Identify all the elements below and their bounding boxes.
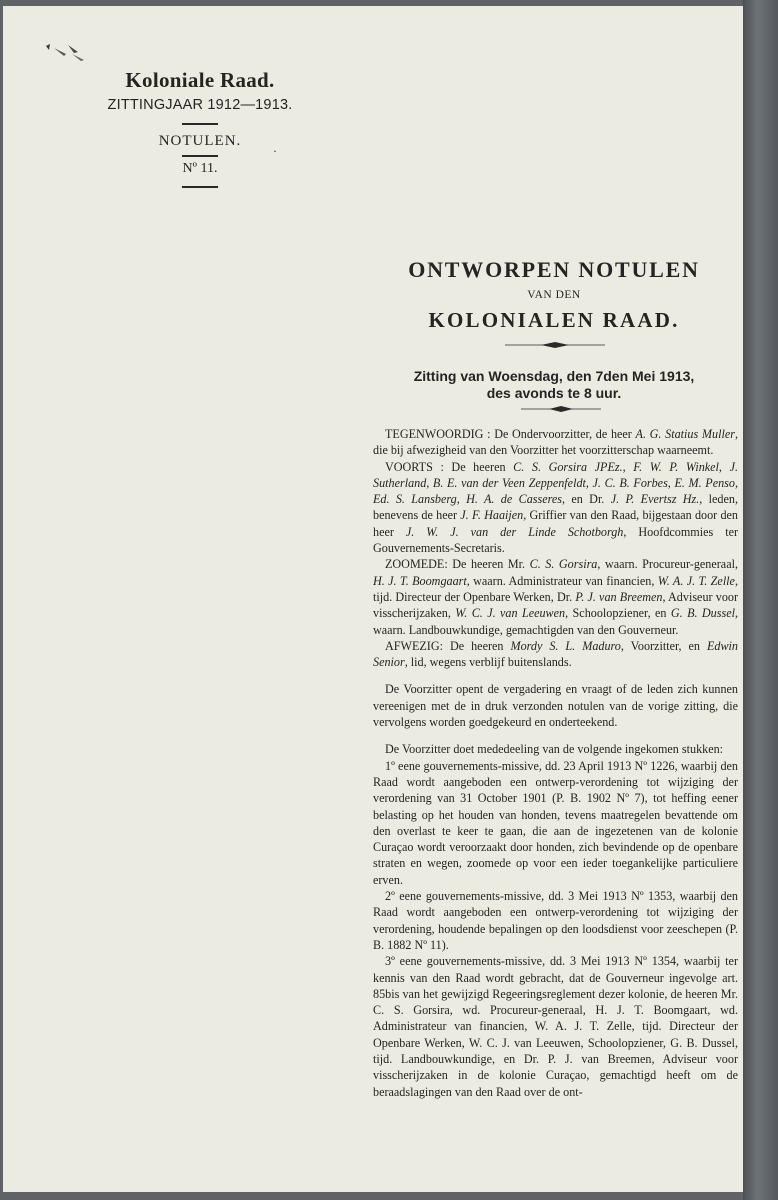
attendance-present: TEGENWOORDIG : De Ondervoorzitter, de heer A. G. Statius Muller, die bij afwezigheid van den Voorzitter het voorzitterschap waarneemt. <box>373 427 738 458</box>
ornament-divider-icon <box>521 405 601 413</box>
session-date: Zitting van Woensdag, den 7den Mei 1913, <box>413 368 695 384</box>
minutes-body <box>373 426 738 1100</box>
document-title: ONTWORPEN NOTULEN <box>408 257 700 282</box>
ornament-divider-icon <box>505 341 605 349</box>
ink-mark-icon <box>44 42 90 64</box>
council-name: KOLONIALEN RAAD. <box>428 308 680 332</box>
header-divider <box>182 123 218 125</box>
book-edge <box>743 0 778 1200</box>
header-divider <box>182 155 218 157</box>
document-number: Nº 11. <box>182 161 218 176</box>
item-1: 1º eene gouvernements-missive, dd. 23 April 1913 Nº 1226, waarbij den Raad wordt aangeboden een ontwerp-verordening tot wijziging der verordening van 31 October 1901 (P. B. 1902 Nº 7), tot heffing eener belasting op het houden van honden, tevens maatregelen bevattende om den overlast te keer te gaan, die aan de ingezetenen van de kolonie Curaçao wordt veroorzaakt door honden, zich bevindende op de openbare straten en wegen, zoomede op voor een ieder toegankelijke particuliere erven. <box>373 758 738 887</box>
document-subtitle: VAN DEN <box>527 289 581 301</box>
header-divider <box>182 186 218 188</box>
section-label: NOTULEN. <box>158 133 242 149</box>
item-3: 3º eene gouvernements-missive, dd. 3 Mei 1913 Nº 1354, waarbij ter kennis van den Raad wordt gebracht, dat de Gouverneur ingevolge art. 85bis van het gewijzigd Regeeringsreglement dezer kolonie, de heeren Mr. C. S. Gorsira, wd. Procureur-generaal, H. J. T. Boomgaart, wd. Administrateur van financien, W. A. J. T. Zelle, tijd. Directeur der Openbare Werken, W. C. J. van Leeuwen, Schoolopziener, G. B. Dussel, tijd. Landbouwkundige, en Dr. P. J. van Breemen, Adviseur voor visscherijzaken in de kolonie Curaçao, gemachtigd heeft om de beraadslagingen van den Raad over de ont- <box>373 954 738 1099</box>
session-year: ZITTINGJAAR 1912—1913. <box>107 97 293 113</box>
session-time: des avonds te 8 uur. <box>486 385 622 401</box>
attendance-further: ZOOMEDE: De heeren Mr. C. S. Gorsira, waarn. Procureur-generaal, H. J. T. Boomgaart, waarn. Administrateur van financien, W. A. J. T. Zelle, tijd. Directeur der Openbare Werken, Dr. P. J. van Breemen, Adviseur voor visscherijzaken, W. C. J. van Leeuwen, Schoolopziener, en G. B. Dussel, waarn. Landbouwkundige, gemachtigden van den Gouverneur. <box>373 557 739 637</box>
attendance-absent: AFWEZIG: De heeren Mordy S. L. Maduro, Voorzitter, en Edwin Senior, lid, wegens verblijf buitenslands. <box>373 638 738 670</box>
stray-dot: · <box>273 144 277 158</box>
paragraph-announcements: De Voorzitter doet mededeeling van de volgende ingekomen stukken: <box>385 742 724 757</box>
attendance-also: VOORTS : De heeren C. S. Gorsira JPEz., F. W. P. Winkel, J. Sutherland, B. E. van der Veen Zeppenfeldt, J. C. B. Forbes, E. M. Penso, Ed. S. Lansberg, H. A. de Casseres, en Dr. J. P. Evertsz Hz., leden, benevens de heer J. F. Haaijen, Griffier van den Raad, bijgestaan door den heer J. W. J. van der Linde Schotborgh, Hoofdcommies ter Gouvernements-Secretaris. <box>373 459 738 556</box>
paragraph-opening: De Voorzitter opent de vergadering en vraagt of de leden zich kunnen vereenigen met de in druk verzonden notulen van de vorige zitting, die vervolgens worden goedgekeurd en onderteekend. <box>373 682 738 730</box>
item-2: 2º eene gouvernements-missive, dd. 3 Mei 1913 Nº 1353, waarbij den Raad wordt aangeboden een ontwerp-verordening tot wijziging der verordening, houdende bepalingen op den loodsdienst voor zeeschepen (P. B. 1882 Nº 11). <box>373 889 738 952</box>
council-title: Koloniale Raad. <box>125 68 275 92</box>
